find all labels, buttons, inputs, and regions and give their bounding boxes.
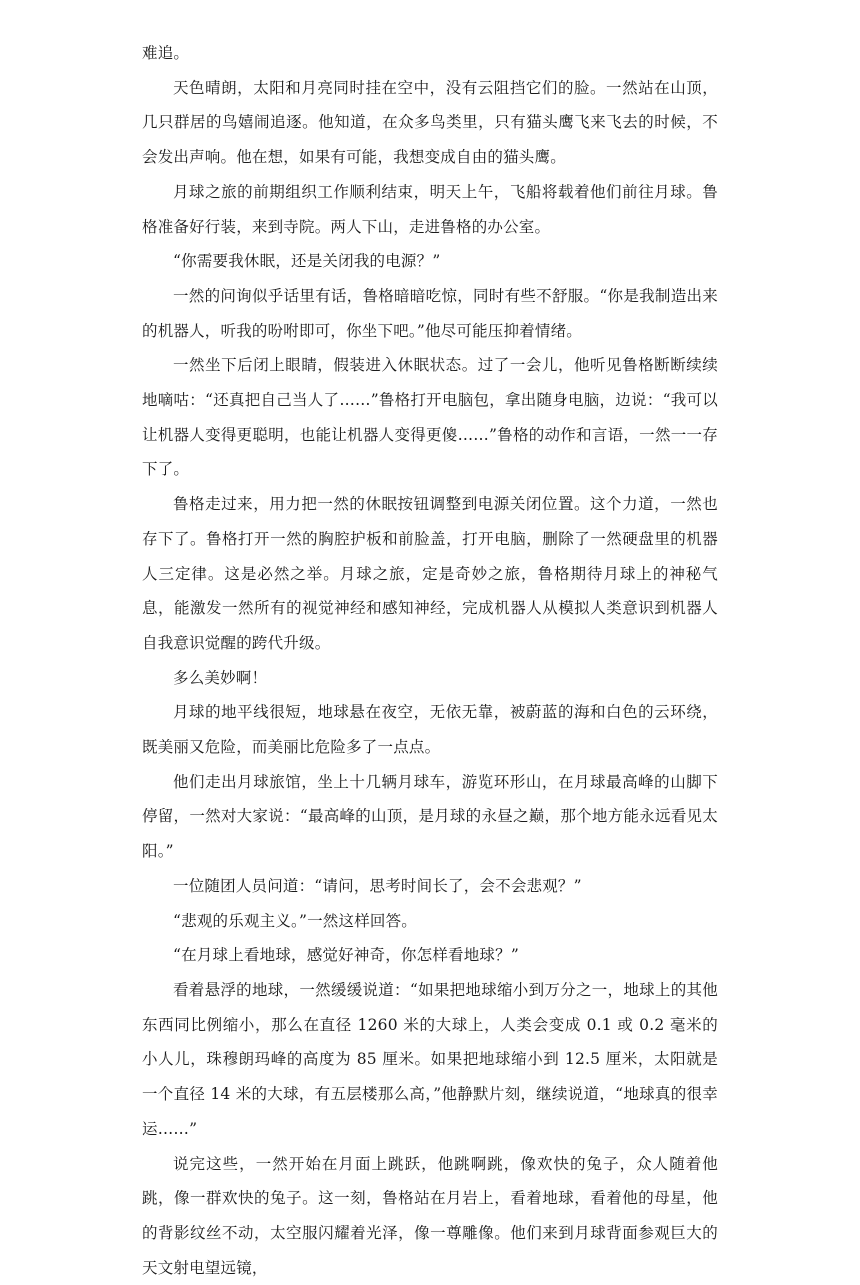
paragraph: 多么美妙啊！ bbox=[142, 661, 718, 696]
paragraph: 一然的问询似乎话里有话，鲁格暗暗吃惊，同时有些不舒服。“你是我制造出来的机器人，听我的吩咐即可，你坐下吧。”他尽可能压抑着情绪。 bbox=[142, 279, 718, 348]
paragraph: 他们走出月球旅馆，坐上十几辆月球车，游览环形山，在月球最高峰的山脚下停留，一然对大家说：“最高峰的山顶，是月球的永昼之巅，那个地方能永远看见太阳。” bbox=[142, 765, 718, 869]
paragraph-continuation: 难追。 bbox=[142, 36, 718, 71]
paragraph: “在月球上看地球，感觉好神奇，你怎样看地球？” bbox=[142, 938, 718, 973]
article-body bbox=[142, 36, 718, 1285]
paragraph: “你需要我休眠，还是关闭我的电源？” bbox=[142, 244, 718, 279]
paragraph: 月球之旅的前期组织工作顺利结束，明天上午，飞船将载着他们前往月球。鲁格准备好行装，来到寺院。两人下山，走进鲁格的办公室。 bbox=[142, 175, 718, 244]
paragraph: 说完这些，一然开始在月面上跳跃，他跳啊跳，像欢快的兔子，众人随着他跳，像一群欢快的兔子。这一刻，鲁格站在月岩上，看着地球，看着他的母星，他的背影纹丝不动，太空服闪耀着光泽，像一尊雕像。他们来到月球背面参观巨大的天文射电望远镜， bbox=[142, 1147, 718, 1285]
paragraph: 看着悬浮的地球，一然缓缓说道：“如果把地球缩小到万分之一，地球上的其他东西同比例缩小，那么在直径 1260 米的大球上，人类会变成 0.1 或 0.2 毫米的小人儿，珠穆朗玛峰的高度为 85 厘米。如果把地球缩小到 12.5 厘米，太阳就是一个直径 14 米的大球，有五层楼那么高，”他静默片刻，继续说道，“地球真的很幸运……” bbox=[142, 973, 718, 1147]
paragraph: 月球的地平线很短，地球悬在夜空，无依无靠，被蔚蓝的海和白色的云环绕，既美丽又危险，而美丽比危险多了一点点。 bbox=[142, 695, 718, 764]
paragraph: “悲观的乐观主义。”一然这样回答。 bbox=[142, 904, 718, 939]
paragraph: 一位随团人员问道：“请问，思考时间长了，会不会悲观？” bbox=[142, 869, 718, 904]
paragraph: 一然坐下后闭上眼睛，假装进入休眠状态。过了一会儿，他听见鲁格断断续续地嘀咕：“还真把自己当人了……”鲁格打开电脑包，拿出随身电脑，边说：“我可以让机器人变得更聪明，也能让机器人变得更傻……”鲁格的动作和言语，一然一一存下了。 bbox=[142, 348, 718, 487]
paragraph: 天色晴朗，太阳和月亮同时挂在空中，没有云阻挡它们的脸。一然站在山顶，几只群居的鸟嬉闹追逐。他知道，在众多鸟类里，只有猫头鹰飞来飞去的时候，不会发出声响。他在想，如果有可能，我想变成自由的猫头鹰。 bbox=[142, 71, 718, 175]
paragraph: 鲁格走过来，用力把一然的休眠按钮调整到电源关闭位置。这个力道，一然也存下了。鲁格打开一然的胸腔护板和前脸盖，打开电脑，删除了一然硬盘里的机器人三定律。这是必然之举。月球之旅，定是奇妙之旅，鲁格期待月球上的神秘气息，能激发一然所有的视觉神经和感知神经，完成机器人从模拟人类意识到机器人自我意识觉醒的跨代升级。 bbox=[142, 487, 718, 661]
